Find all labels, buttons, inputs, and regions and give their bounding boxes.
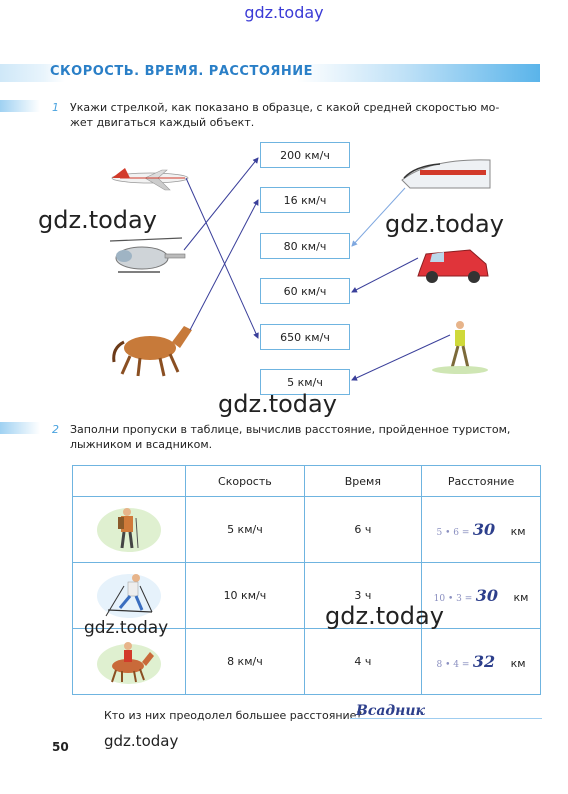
rider-cell [73, 629, 186, 695]
header-distance: Расстояние [422, 466, 541, 497]
page-number: 50 [52, 740, 69, 754]
speed-box-200: 200 км/ч [260, 142, 350, 168]
answer-text: 30 [475, 586, 499, 605]
train-icon [402, 160, 490, 188]
helicopter-icon [110, 238, 185, 272]
section-title: СКОРОСТЬ. ВРЕМЯ. РАССТОЯНИЕ [50, 64, 314, 79]
table-row [73, 629, 541, 695]
calc-text: 5 • 6 = [436, 528, 470, 538]
arrow-car [352, 258, 418, 292]
calc-text: 10 • 3 = [433, 594, 473, 604]
rider-icon [94, 632, 164, 688]
header-speed: Скорость [186, 466, 304, 497]
tourist-cell [73, 497, 186, 563]
unit-text: км [510, 525, 526, 538]
task2-band [0, 422, 40, 434]
watermark-4: gdz.today [84, 618, 169, 638]
answer-text: 30 [472, 520, 496, 539]
speed-cell: 5 км/ч [186, 497, 304, 563]
speed-box-650: 650 км/ч [260, 324, 350, 350]
watermark-3: gdz.today [218, 390, 337, 418]
task1-text-line2: жет двигаться каждый объект. [70, 116, 255, 129]
task2-text-line1: Заполни пропуски в таблице, вычислив расстояние, пройденное туристом, [70, 423, 511, 436]
task1-band [0, 100, 40, 112]
header-image-cell [73, 466, 186, 497]
answer-text: 32 [472, 652, 496, 671]
table-header-row [73, 466, 541, 497]
watermark-bottom: gdz.today [104, 732, 179, 750]
speed-box-60: 60 км/ч [260, 278, 350, 304]
unit-text: км [510, 657, 526, 670]
watermark-top: gdz.today [244, 3, 324, 22]
time-cell: 3 ч [304, 563, 422, 629]
distance-cell [422, 629, 541, 695]
table-row [73, 497, 541, 563]
speed-box-80: 80 км/ч [260, 233, 350, 259]
task2-question: Кто из них преодолел большее расстояние? [104, 709, 363, 722]
task1-text-line1: Укажи стрелкой, как показано в образце, с какой средней скоростью мо- [70, 101, 500, 114]
task2-answer: Всадник [356, 703, 426, 719]
task1-number: 1 [52, 101, 59, 114]
time-cell: 4 ч [304, 629, 422, 695]
time-cell: 6 ч [304, 497, 422, 563]
speed-cell: 8 км/ч [186, 629, 304, 695]
airplane-icon [112, 168, 188, 190]
task2-text-line2: лыжником и всадником. [70, 438, 213, 451]
speed-box-5: 5 км/ч [260, 369, 350, 395]
tourist-icon [94, 500, 164, 556]
watermark-2: gdz.today [385, 210, 504, 238]
arrow-helicopter [184, 158, 258, 250]
calc-text: 8 • 4 = [436, 660, 470, 670]
task1-illustration [0, 130, 568, 400]
watermark-1: gdz.today [38, 206, 157, 234]
unit-text: км [513, 591, 529, 604]
pedestrian-icon [432, 321, 488, 374]
task2-number: 2 [52, 423, 59, 436]
watermark-5: gdz.today [325, 602, 444, 630]
header-time: Время [304, 466, 422, 497]
speed-cell: 10 км/ч [186, 563, 304, 629]
speed-box-16: 16 км/ч [260, 187, 350, 213]
distance-cell [422, 497, 541, 563]
arrow-pedestrian [352, 335, 450, 380]
arrow-horse [190, 200, 258, 330]
answer-line [350, 718, 542, 719]
car-icon [418, 250, 488, 283]
horse-icon [114, 326, 192, 376]
skier-icon [94, 566, 164, 622]
distance-table [72, 465, 541, 695]
